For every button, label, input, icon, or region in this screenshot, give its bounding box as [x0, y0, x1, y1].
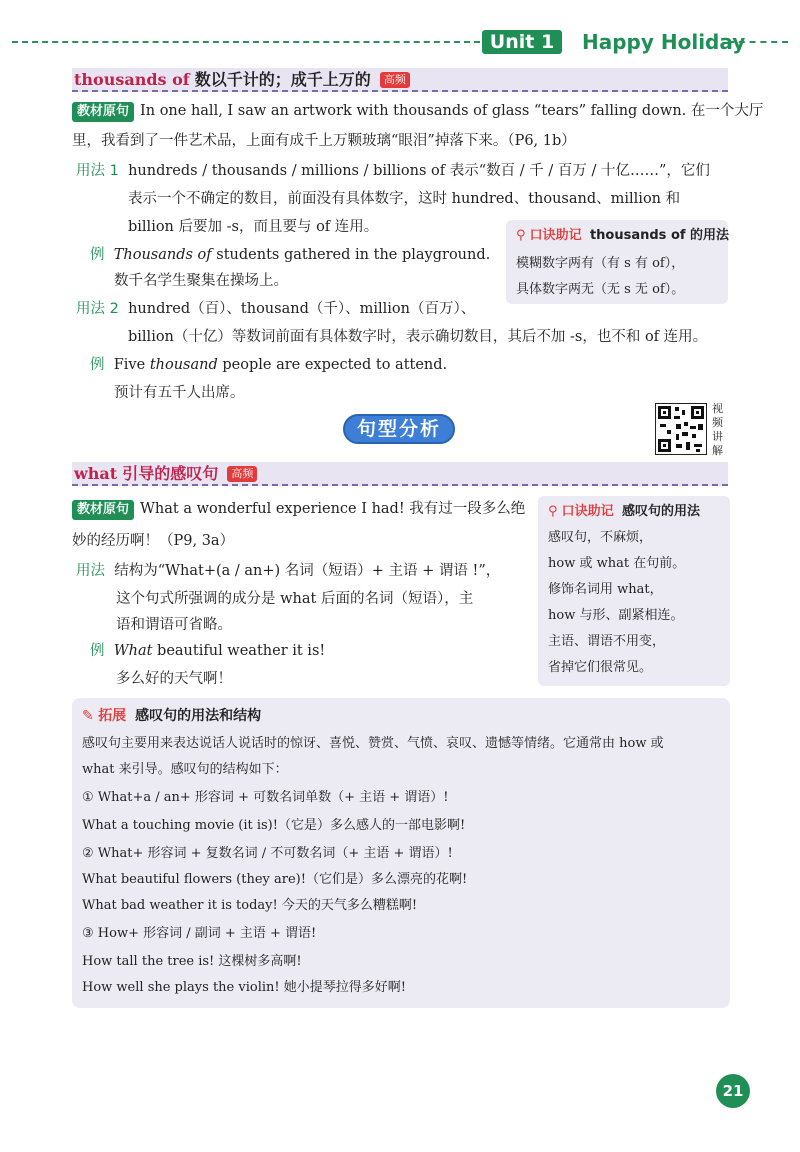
high-frequency-badge: 高频 [227, 466, 257, 482]
source-sentence-line2: 妙的经历啊！（P9, 3a） [72, 533, 235, 549]
source-sentence-line1: 教材原句 In one hall, I saw an artwork with thousands of glass “tears” falling down. 在一个大厅 [72, 100, 763, 122]
sentence-analysis-banner: 句型分析 [343, 412, 455, 446]
section-title-zh: 引导的感叹句 [122, 464, 219, 483]
memory-tip-exclamation [538, 496, 730, 686]
section-title-en: what [74, 464, 118, 483]
tip-header: ⚲ 口诀助记 thousands of 的用法 [516, 228, 730, 243]
example-label: 例 [90, 357, 105, 373]
section-title-zh: 数以千计的；成千上万的 [194, 70, 371, 89]
expand-line: what 来引导。感叹句的结构如下： [82, 762, 288, 777]
header-dashed-line [12, 41, 480, 43]
expand-line: What a touching movie (it is)!（它是）多么感人的一部电影啊! [82, 818, 466, 833]
expand-line: ③ How+ 形容词 / 副词 + 主语 + 谓语! [82, 926, 317, 941]
expand-line: ① What+a / an+ 形容词 + 可数名词单数（+ 主语 + 谓语）! [82, 790, 449, 805]
expand-line: ② What+ 形容词 + 复数名词 / 不可数名词（+ 主语 + 谓语）! [82, 846, 453, 861]
source-sentence-line1: 教材原句 What a wonderful experience I had! 我有过一段多么绝 [72, 498, 525, 520]
tip-line: 模糊数字两有（有 s 有 of）， [516, 256, 685, 271]
expand-icon: ✎ [82, 708, 94, 724]
usage2-line2: billion（十亿）等数词前面有具体数字时，表示确切数目，其后不加 -s，也不和 of 连用。 [128, 329, 708, 345]
source-sentence-line2: 里，我看到了一件艺术品，上面有成千上万颗玻璃“眼泪”掉落下来。（P6, 1b） [72, 133, 576, 149]
expand-line: How tall the tree is! 这棵树多高啊! [82, 954, 302, 969]
memory-tip-thousands [506, 220, 728, 304]
usage2-label: 用法 2 [76, 301, 119, 317]
header-dashed-line-right [728, 41, 788, 43]
usage-line1: 用法 结构为“What+(a / an+) 名词（短语）+ 主语 + 谓语 !”， [76, 563, 501, 579]
expand-box [72, 698, 730, 1008]
video-lecture-label: 视频讲解 [712, 402, 723, 457]
source-label: 教材原句 [72, 500, 134, 520]
example1-en: 例 Thousands of students gathered in the playground. [90, 247, 491, 263]
example-en: 例 What beautiful weather it is! [90, 643, 326, 659]
example-label: 例 [90, 643, 105, 659]
expand-header: ✎ 拓展 感叹句的用法和结构 [82, 708, 262, 724]
expand-line: What bad weather it is today! 今天的天气多么糟糕啊! [82, 898, 418, 913]
unit-title: Happy Holiday [582, 30, 746, 54]
usage1-line2: 表示一个不确定的数目，前面没有具体数字，这时 hundred、thousand、million 和 [128, 191, 681, 207]
example-label: 例 [90, 247, 105, 263]
tip-line: 省掉它们很常见。 [548, 660, 653, 675]
usage1-line3: billion 后要加 -s，而且要与 of 连用。 [128, 219, 379, 235]
page-number: 21 [716, 1074, 750, 1108]
usage2-line1: 用法 2 hundred（百）、thousand（千）、million（百万）、 [76, 301, 476, 317]
example2-zh: 预计有五千人出席。 [114, 385, 245, 401]
qr-code-icon[interactable] [655, 403, 707, 455]
unit-badge: Unit 1 [482, 30, 562, 54]
usage-line3: 语和谓语可省略。 [116, 617, 232, 633]
section-header-thousands-of [72, 68, 728, 92]
section-title-en: thousands of [74, 70, 190, 89]
tip-line: how 与形、副紧相连。 [548, 608, 684, 623]
example2-en: 例 Five thousand people are expected to attend. [90, 357, 448, 373]
usage1-label: 用法 1 [76, 163, 119, 179]
example1-zh: 数千名学生聚集在操场上。 [114, 273, 288, 289]
tip-line: 修饰名词用 what， [548, 582, 663, 597]
tip-line: 感叹句，不麻烦， [548, 530, 653, 545]
usage1-line1: 用法 1 hundreds / thousands / millions / billions of 表示“数百 / 千 / 百万 / 十亿……”，它们 [76, 163, 710, 179]
tip-line: 主语、谓语不用变， [548, 634, 666, 649]
usage-label: 用法 [76, 563, 105, 579]
tip-line: 具体数字两无（无 s 无 of）。 [516, 282, 685, 297]
section-header-what-exclamation [72, 462, 728, 486]
tip-header: ⚲ 口诀助记 感叹句的用法 [548, 504, 700, 519]
example-zh: 多么好的天气啊！ [116, 671, 232, 687]
source-label: 教材原句 [72, 102, 134, 122]
lightbulb-icon: ⚲ [548, 504, 558, 519]
tip-line: how 或 what 在句前。 [548, 556, 686, 571]
high-frequency-badge: 高频 [380, 72, 410, 88]
usage-line2: 这个句式所强调的成分是 what 后面的名词（短语），主 [116, 591, 474, 607]
lightbulb-icon: ⚲ [516, 228, 526, 243]
expand-line: 感叹句主要用来表达说话人说话时的惊讶、喜悦、赞赏、气愤、哀叹、遗憾等情绪。它通常由 how 或 [82, 736, 664, 751]
expand-line: How well she plays the violin! 她小提琴拉得多好啊! [82, 980, 406, 995]
expand-line: What beautiful flowers (they are)!（它们是）多么漂亮的花啊! [82, 872, 468, 887]
